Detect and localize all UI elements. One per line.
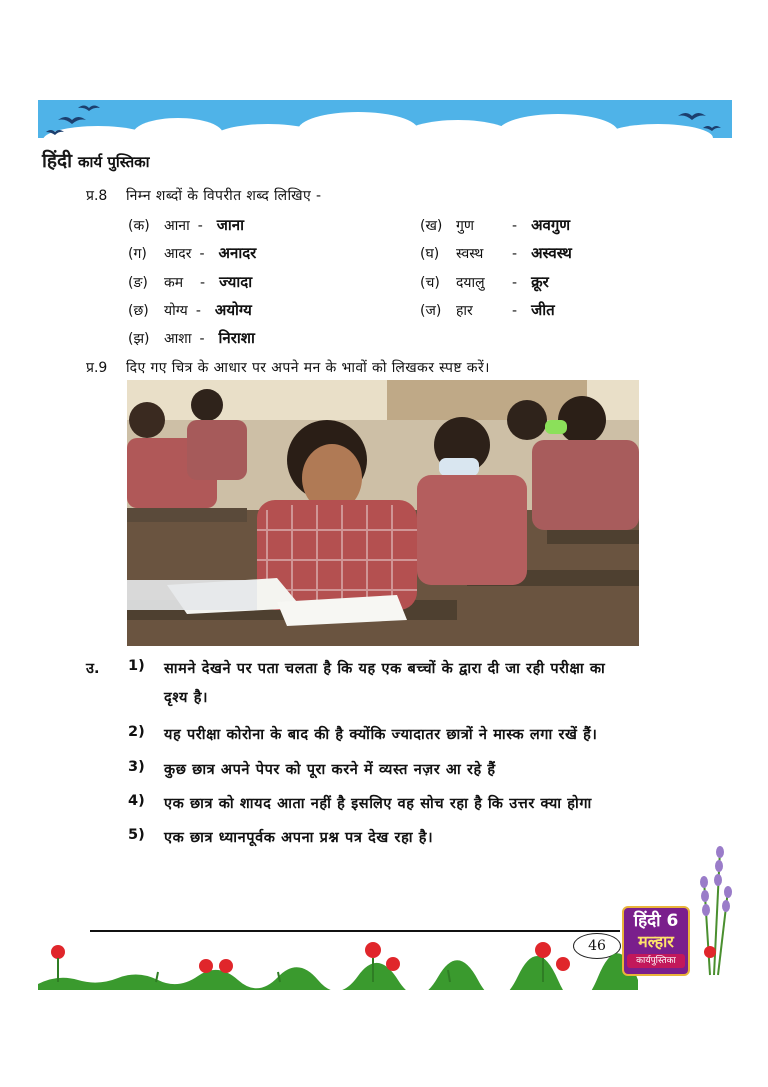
pair-label: (घ) [420, 246, 440, 262]
brand-hindi: हिंदी [42, 150, 73, 172]
q9-prompt: दिए गए चित्र के आधार पर अपने मन के भावों को लिखकर स्पष्ट करें। [126, 360, 490, 376]
answer-point-text: दृश्य है। [164, 690, 209, 706]
lavender-flower-decoration [690, 840, 734, 980]
q9-number: प्र.9 [86, 360, 108, 376]
answer-point-text: एक छात्र ध्यानपूर्वक अपना प्रश्न पत्र देख रहा है। [164, 830, 434, 846]
antonym-pair: (घ) स्वस्थ - अस्वस्थ [420, 244, 572, 262]
antonym-pair: (क) आना - जाना [128, 216, 245, 234]
pair-answer: जाना [216, 216, 245, 234]
antonym-pair: (ज) हार - जीत [420, 301, 555, 319]
pair-answer: अस्वस्थ [531, 244, 572, 262]
answer-point-text: सामने देखने पर पता चलता है कि यह एक बच्चों के द्वारा दी जा रही परीक्षा का [164, 661, 606, 677]
pair-word: हार [456, 303, 473, 319]
antonym-pair: (ङ) कम - ज्यादा [128, 273, 253, 291]
pair-word: योग्य [164, 303, 188, 319]
pair-answer: अयोग्य [214, 301, 252, 319]
pair-word: कम [164, 275, 184, 291]
answer-point-number: 1) [128, 658, 145, 674]
logo-line1: हिंदी 6 [633, 911, 679, 931]
sky-cloud-banner [38, 100, 732, 144]
answer-point-number: 5) [128, 827, 145, 843]
pair-answer: जीत [531, 301, 555, 319]
pair-word: स्वस्थ [456, 246, 484, 262]
pair-label: (झ) [128, 331, 150, 347]
logo-line2: मल्हार [638, 932, 674, 951]
q8-number: प्र.8 [86, 188, 108, 204]
antonym-pair: (ग) आदर - अनादर [128, 244, 257, 262]
exam-classroom-photo [127, 380, 639, 646]
pair-label: (ज) [420, 303, 442, 319]
pair-label: (छ) [128, 303, 149, 319]
pair-answer: ज्यादा [219, 273, 253, 291]
antonym-pair: (झ) आशा - निराशा [128, 329, 255, 347]
pair-word: आना [164, 218, 190, 234]
antonym-pair: (च) दयालु - क्रूर [420, 273, 549, 291]
answer-point-number: 3) [128, 759, 145, 775]
pair-answer: अनादर [218, 244, 257, 262]
pair-word: दयालु [456, 275, 485, 291]
pair-answer: अवगुण [531, 216, 571, 234]
pair-label: (ग) [128, 246, 147, 262]
page-number: 46 [573, 933, 621, 959]
answer-point-text: कुछ छात्र अपने पेपर को पूरा करने में व्यस्त नज़र आ रहे हैं [164, 762, 496, 778]
answer-point-text: एक छात्र को शायद आता नहीं है इसलिए वह सोच रहा है कि उत्तर क्या होगा [164, 796, 592, 812]
brand-subtitle: कार्य पुस्तिका [78, 153, 150, 171]
logo-line3: कार्यपुस्तिका [627, 954, 685, 968]
answer-label: उ. [86, 661, 100, 677]
pair-word: आदर [164, 246, 192, 262]
pair-label: (ङ) [128, 275, 148, 291]
malhar-workbook-logo [622, 906, 690, 976]
pair-label: (क) [128, 218, 150, 234]
answer-point-text: यह परीक्षा कोरोना के बाद की है क्योंकि ज्यादातर छात्रों ने मास्क लगा रखें हैं। [164, 727, 598, 743]
footer-rule [90, 930, 620, 932]
pair-word: गुण [456, 218, 475, 234]
flower-grass-footer [38, 940, 638, 990]
pair-label: (ख) [420, 218, 443, 234]
pair-answer: क्रूर [531, 273, 549, 291]
workbook-brand [42, 147, 150, 173]
answer-point-number: 4) [128, 793, 145, 809]
answer-point-number: 2) [128, 724, 145, 740]
pair-label: (च) [420, 275, 440, 291]
pair-word: आशा [164, 331, 192, 347]
q8-prompt: निम्न शब्दों के विपरीत शब्द लिखिए - [126, 188, 322, 204]
antonym-pair: (ख) गुण - अवगुण [420, 216, 571, 234]
pair-answer: निराशा [218, 329, 255, 347]
antonym-pair: (छ) योग्य - अयोग्य [128, 301, 252, 319]
